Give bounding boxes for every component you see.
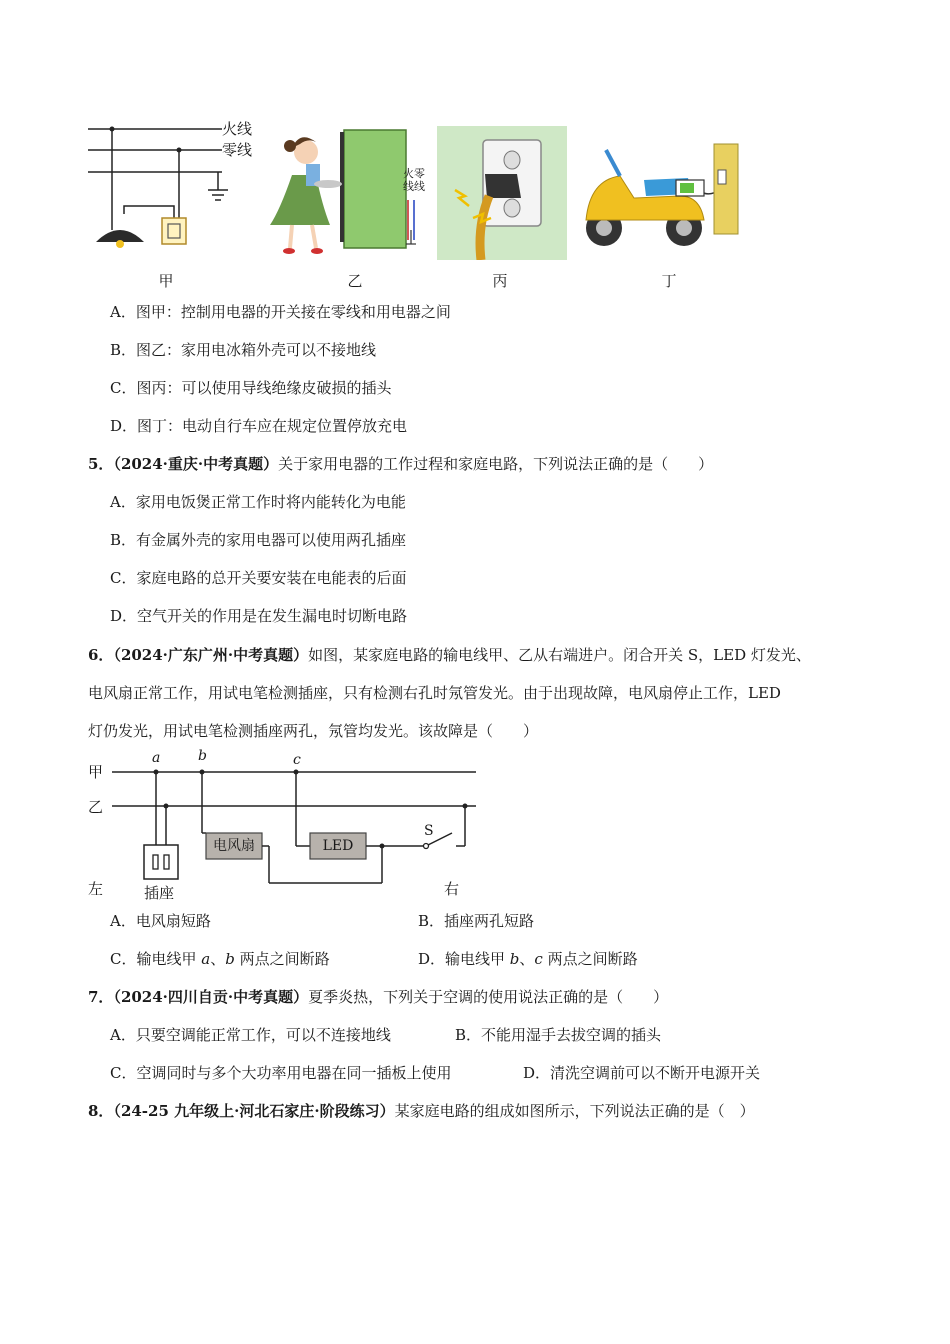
left-label: 左 bbox=[88, 880, 104, 898]
q4-option-d[interactable]: D．图丁：电动自行车应在规定位置停放充电 bbox=[110, 417, 408, 435]
q4-option-b[interactable]: B．图乙：家用电冰箱外壳可以不接地线 bbox=[110, 341, 377, 359]
switch-s-label: S bbox=[424, 823, 434, 839]
point-c-label: c bbox=[293, 752, 301, 768]
caption-bing: 丙 bbox=[492, 272, 508, 290]
q5-stem-text: 关于家用电器的工作过程和家庭电路，下列说法正确的是（ ） bbox=[278, 455, 714, 473]
q6-option-d-mid: 、 bbox=[519, 950, 535, 968]
q5-option-c[interactable]: C．家庭电路的总开关要安装在电能表的后面 bbox=[110, 569, 407, 587]
fridge-wire-label-top: 火零 bbox=[403, 167, 425, 180]
neutral-wire-label: 零线 bbox=[222, 141, 253, 159]
q5-option-d[interactable]: D．空气开关的作用是在发生漏电时切断电路 bbox=[110, 607, 408, 625]
q5-number: 5． bbox=[88, 455, 114, 473]
q6-option-c-mid: 、 bbox=[210, 950, 226, 968]
q7-option-d[interactable]: D．清洗空调前可以不断开电源开关 bbox=[523, 1064, 761, 1082]
caption-jia: 甲 bbox=[158, 272, 174, 290]
circuit-jia bbox=[84, 118, 269, 258]
q8-number: 8． bbox=[88, 1102, 114, 1120]
caption-yi: 乙 bbox=[347, 272, 363, 290]
q6-number: 6． bbox=[88, 646, 114, 664]
q5-option-a[interactable]: A．家用电饭煲正常工作时将内能转化为电能 bbox=[110, 493, 406, 511]
point-b-label: b bbox=[198, 748, 207, 764]
q6-option-d[interactable] bbox=[418, 949, 638, 969]
led-label: LED bbox=[322, 838, 354, 854]
q6-option-d-prefix: D．输电线甲 bbox=[418, 950, 510, 968]
q6-option-c-point2: b bbox=[225, 950, 235, 968]
q6-option-d-point1: b bbox=[509, 950, 520, 968]
switch-box-icon bbox=[162, 218, 186, 244]
damaged-plug-illustration bbox=[437, 126, 567, 260]
q7-source: （2024·四川自贡·中考真题） bbox=[113, 988, 309, 1006]
q6-option-b[interactable]: B．插座两孔短路 bbox=[418, 912, 535, 930]
right-label: 右 bbox=[444, 880, 460, 898]
q7-option-b[interactable]: B．不能用湿手去拔空调的插头 bbox=[455, 1026, 662, 1044]
q8-source: （24-25 九年级上·河北石家庄·阶段练习） bbox=[113, 1102, 395, 1120]
plug-icon bbox=[485, 174, 521, 198]
q8-stem-text: 某家庭电路的组成如图所示，下列说法正确的是（ ） bbox=[394, 1102, 755, 1120]
q6-option-d-point2: c bbox=[534, 950, 543, 968]
q6-option-c[interactable] bbox=[110, 949, 330, 969]
q6-stem-text-1: 如图，某家庭电路的输电线甲、乙从右端进户。闭合开关 S，LED 灯发光、 bbox=[308, 646, 811, 664]
q7-number: 7． bbox=[88, 988, 114, 1006]
caption-ding: 丁 bbox=[661, 272, 677, 290]
q7-stem bbox=[88, 987, 668, 1007]
q6-option-a[interactable]: A．电风扇短路 bbox=[110, 912, 211, 930]
socket-icon bbox=[144, 845, 178, 879]
q7-option-a[interactable]: A．只要空调能正常工作，可以不连接地线 bbox=[110, 1026, 391, 1044]
wire-yi-label: 乙 bbox=[88, 798, 104, 816]
fan-label: 电风扇 bbox=[213, 838, 255, 854]
switch-s-icon bbox=[424, 844, 429, 849]
q6-option-c-prefix: C．输电线甲 bbox=[110, 950, 202, 968]
wire-jia-label: 甲 bbox=[88, 763, 104, 781]
q5-source: （2024·重庆·中考真题） bbox=[113, 455, 279, 473]
q6-option-c-suffix: 两点之间断路 bbox=[234, 950, 330, 968]
socket-label: 插座 bbox=[144, 884, 175, 902]
q6-stem-line2: 电风扇正常工作，用试电笔检测插座，只有检测右孔时氖管发光。由于出现故障，电风扇停止工作，LED bbox=[88, 684, 781, 702]
q6-stem-line3: 灯仍发光，用试电笔检测插座两孔，氖管均发光。该故障是（ ） bbox=[88, 722, 539, 740]
q6-source: （2024·广东广州·中考真题） bbox=[113, 646, 309, 664]
q6-option-d-suffix: 两点之间断路 bbox=[542, 950, 638, 968]
q7-option-c[interactable]: C．空调同时与多个大功率用电器在同一插板上使用 bbox=[110, 1064, 452, 1082]
q5-stem bbox=[88, 454, 713, 474]
scooter-charging-illustration bbox=[580, 140, 740, 252]
q8-stem bbox=[88, 1101, 755, 1121]
q6-stem-line1 bbox=[88, 645, 811, 665]
q6-option-c-point1: a bbox=[201, 950, 211, 968]
fridge-wire-label-bottom: 线线 bbox=[403, 180, 425, 193]
q4-option-c[interactable]: C．图丙：可以使用导线绝缘皮破损的插头 bbox=[110, 379, 392, 397]
q5-option-b[interactable]: B．有金属外壳的家用电器可以使用两孔插座 bbox=[110, 531, 407, 549]
q4-option-a[interactable]: A．图甲：控制用电器的开关接在零线和用电器之间 bbox=[110, 303, 451, 321]
point-a-label: a bbox=[152, 750, 161, 766]
q7-stem-text: 夏季炎热，下列关于空调的使用说法正确的是（ ） bbox=[308, 988, 669, 1006]
fire-wire-label: 火线 bbox=[222, 120, 253, 138]
